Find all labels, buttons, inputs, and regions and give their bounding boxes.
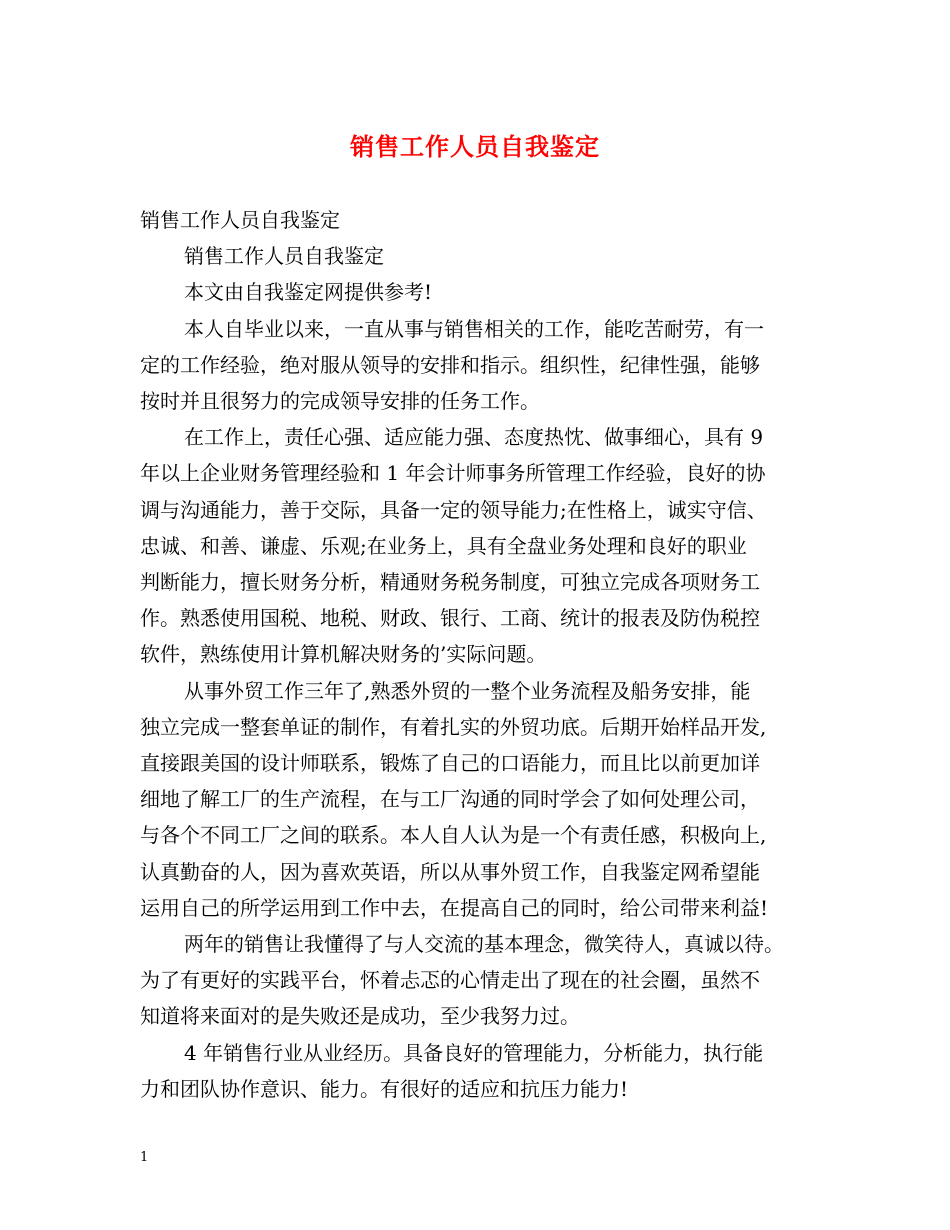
text-line: 两年的销售让我懂得了与人交流的基本理念，微笑待人，真诚以待。 xyxy=(184,932,784,957)
text-line: 作。熟悉使用国税、地税、财政、银行、工商、统计的报表及防伪税控 xyxy=(140,606,760,631)
text-line: 在工作上，责任心强、适应能力强、态度热忱、做事细心，具有 9 xyxy=(184,425,764,450)
text-line: 独立完成一整套单证的制作，有着扎实的外贸功底。后期开始样品开发, xyxy=(140,714,767,739)
text-line: 直接跟美国的设计师联系，锻炼了自己的口语能力，而且比以前更加详 xyxy=(140,751,760,776)
text-line: 定的工作经验，绝对服从领导的安排和指示。组织性，纪律性强，能够 xyxy=(140,352,760,377)
text-line: 销售工作人员自我鉴定 xyxy=(184,244,384,269)
text-line: 忠诚、和善、谦虚、乐观;在业务上，具有全盘业务处理和良好的职业 xyxy=(140,533,747,558)
page-number: 1 xyxy=(140,1150,149,1165)
text-line: 运用自己的所学运用到工作中去，在提高自己的同时，给公司带来利益! xyxy=(140,895,769,920)
text-line: 4 年销售行业从业经历。具备良好的管理能力，分析能力，执行能 xyxy=(184,1040,764,1065)
document-title: 销售工作人员自我鉴定 xyxy=(350,132,600,161)
text-line: 从事外贸工作三年了,熟悉外贸的一整个业务流程及船务安排，能 xyxy=(184,678,751,703)
text-line: 按时并且很努力的完成领导安排的任务工作。 xyxy=(140,389,540,414)
text-line: 细地了解工厂的生产流程，在与工厂沟通的同时学会了如何处理公司， xyxy=(140,787,760,812)
text-line: 知道将来面对的是失败还是成功，至少我努力过。 xyxy=(140,1004,580,1029)
text-line: 本人自毕业以来，一直从事与销售相关的工作，能吃苦耐劳，有一 xyxy=(184,316,764,341)
text-line: 本文由自我鉴定网提供参考! xyxy=(184,280,433,305)
text-line: 判断能力，擅长财务分析，精通财务税务制度，可独立完成各项财务工 xyxy=(140,570,760,595)
text-line: 销售工作人员自我鉴定 xyxy=(140,208,340,232)
text-line: 调与沟通能力，善于交际，具备一定的领导能力;在性格上，诚实守信、 xyxy=(140,497,767,522)
text-line: 与各个不同工厂之间的联系。本人自人认为是一个有责任感，积极向上, xyxy=(140,823,767,848)
text-line: 为了有更好的实践平台，怀着忐忑的心情走出了现在的社会圈，虽然不 xyxy=(140,968,760,993)
text-line: 年以上企业财务管理经验和 1 年会计师事务所管理工作经验，良好的协 xyxy=(140,461,766,486)
text-line: 认真勤奋的人，因为喜欢英语，所以从事外贸工作，自我鉴定网希望能 xyxy=(140,859,760,884)
document-body xyxy=(140,202,830,1107)
text-line: 力和团队协作意识、能力。有很好的适应和抗压力能力! xyxy=(140,1076,629,1101)
text-line: 软件，熟练使用计算机解决财务的’实际问题。 xyxy=(140,642,547,667)
